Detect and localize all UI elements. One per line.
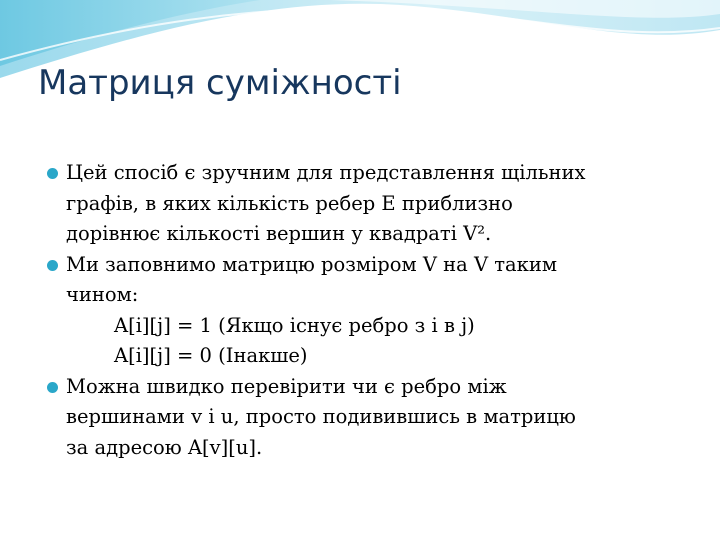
bullet-icon	[47, 168, 58, 179]
bullet-text-line: графів, в яких кількість ребер E приблизно	[66, 191, 513, 215]
bullet-text-line: вершинами v і u, просто подивившись в матрицю	[66, 405, 576, 428]
bullet-text-line: Ми заповнимо матрицю розміром V на V таким	[66, 252, 558, 276]
bullet-item-2	[46, 250, 686, 372]
bullet-icon	[47, 382, 58, 393]
bullet-item-3	[46, 372, 686, 464]
formula-line: A[i][j] = 1 (Якщо існує ребро з i в j)	[114, 313, 475, 337]
bullet-text-line: чином:	[66, 283, 139, 306]
formula-line: A[i][j] = 0 (Інакше)	[114, 344, 308, 367]
bullet-text-line: за адресою A[v][u].	[66, 435, 263, 459]
bullet-list	[46, 158, 686, 463]
bullet-icon	[47, 260, 58, 271]
slide-title: Матриця суміжності	[38, 63, 402, 103]
bullet-text-line: Цей спосіб є зручним для представлення щільних	[66, 161, 586, 184]
bullet-text-line: дорівнює кількості вершин у квадраті V².	[66, 222, 492, 245]
bullet-item-1	[46, 158, 686, 250]
bullet-text-line: Можна швидко перевірити чи є ребро між	[66, 374, 507, 398]
